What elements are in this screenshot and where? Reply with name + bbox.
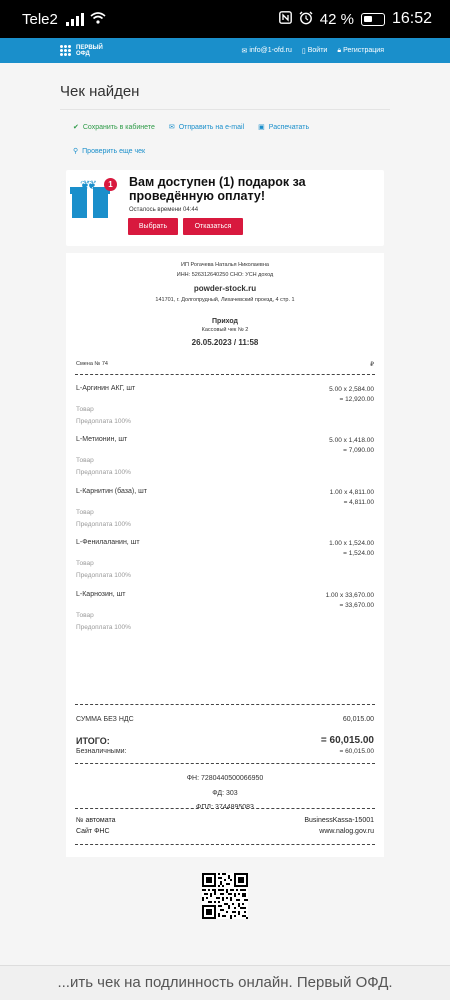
cashless-label: Безналичными:	[76, 748, 127, 755]
logo-text-line2: ОФД	[76, 50, 90, 57]
site-header	[0, 38, 450, 63]
divider	[60, 109, 390, 110]
seller-site: powder-stock.ru	[193, 284, 257, 293]
signal-icon	[66, 13, 84, 26]
qr-code	[202, 873, 248, 919]
clock: 16:52	[391, 10, 432, 27]
logo-icon	[60, 45, 72, 57]
fd-number: ФД: 303	[212, 790, 238, 797]
cashless-value: = 60,015.00	[339, 748, 374, 755]
dashed-divider	[75, 763, 375, 764]
fns-site-link[interactable]: www.nalog.gov.ru	[319, 828, 374, 835]
send-email-button[interactable]: ✉ Отправить на e-mail	[168, 123, 245, 131]
check-another-button[interactable]: ⚲ Проверить еще чек	[73, 147, 146, 155]
seller-address: 141701, г. Долгопрудный, Лихачевский проезд, 4 стр. 1	[155, 297, 295, 303]
print-button[interactable]: ▣ Распечатать	[258, 123, 310, 131]
currency-sign: ₽	[370, 362, 374, 368]
page-title: Чек найден	[60, 83, 140, 100]
sum-no-vat-label: СУММА БЕЗ НДС	[76, 716, 134, 723]
mail-icon: ✉	[241, 47, 248, 55]
receipt-footer	[66, 808, 384, 856]
alarm-icon	[299, 11, 313, 28]
login-icon: ▯	[301, 47, 306, 55]
logo-text-line1: ПЕРВЫЙ	[76, 44, 103, 51]
browser-bottom-bar: ...ить чек на подлинность онлайн. Первый ОФД.	[0, 965, 450, 1000]
status-bar	[0, 0, 450, 38]
promo-timer: Осталось времени 04:44	[129, 207, 199, 213]
carrier-name: Tele2	[22, 10, 58, 28]
battery-icon	[361, 13, 385, 26]
check-icon: ✔	[73, 124, 79, 131]
page-content	[0, 63, 450, 965]
total-label: ИТОГО:	[76, 736, 110, 746]
receipt-datetime: 26.05.2023 / 11:58	[191, 338, 259, 347]
receipt-actions	[73, 123, 383, 155]
dashed-divider	[75, 704, 375, 705]
seller-inn: ИНН: 526312640250 СНО: УСН доход	[176, 272, 274, 278]
battery-percent: 42 %	[319, 10, 354, 28]
receipt-item: L-Аргинин АКГ, шт 5.00 x 2,584.00 = 12,920.00 Товар Предоплата 100%	[76, 385, 374, 425]
receipt-item: L-Метионин, шт 5.00 x 1,418.00 = 7,090.00 Товар Предоплата 100%	[76, 436, 374, 476]
gift-count-badge: 1	[104, 178, 117, 191]
nfc-icon	[279, 11, 292, 27]
dashed-divider	[75, 808, 375, 809]
decline-gift-button[interactable]: Отказаться	[183, 218, 243, 235]
printer-icon: ▣	[258, 124, 265, 131]
sum-no-vat-value: 60,015.00	[342, 716, 374, 723]
login-link[interactable]: ▯ Войти	[301, 47, 328, 55]
promo-title: Вам доступен (1) подарок за проведённую оплату!	[129, 175, 306, 203]
operation-type: Приход	[212, 318, 238, 325]
register-link[interactable]: 🔒︎ Регистрация	[337, 46, 384, 54]
wifi-icon	[90, 11, 106, 27]
gift-promo-banner	[66, 170, 384, 246]
dashed-divider	[75, 374, 375, 375]
fn-number: ФН: 7280440500066950	[186, 775, 264, 782]
receipt-item: L-Карнозин, шт 1.00 x 33,670.00 = 33,670.00 Товар Предоплата 100%	[76, 591, 374, 631]
seller-name: ИП Рогачева Наталья Николаевна	[181, 262, 269, 268]
machine-label: № автомата	[76, 817, 116, 824]
search-icon: ⚲	[73, 148, 79, 155]
receipt-item: L-Фенилаланин, шт 1.00 x 1,524.00 = 1,524.00 Товар Предоплата 100%	[76, 539, 374, 579]
dashed-divider	[75, 844, 375, 845]
receipt-number: Кассовый чек № 2	[201, 327, 249, 333]
choose-gift-button[interactable]: Выбрать	[128, 218, 178, 235]
gift-icon: ❦❦ 1	[72, 178, 114, 220]
mail-icon: ✉	[168, 124, 175, 131]
machine-value: BusinessKassa-15001	[304, 817, 374, 824]
receipt	[66, 253, 384, 857]
email-link[interactable]: ✉ info@1-ofd.ru	[241, 47, 292, 55]
receipt-item: L-Карнитин (база), шт 1.00 x 4,811.00 = 4,811.00 Товар Предоплата 100%	[76, 488, 374, 528]
lock-icon: 🔒︎	[337, 46, 342, 54]
fns-site-label: Сайт ФНС	[76, 828, 110, 835]
shift-number: Смена № 74	[76, 361, 108, 367]
total-value: = 60,015.00	[320, 735, 374, 746]
first-ofd-logo[interactable]	[60, 45, 103, 57]
save-to-cabinet-button[interactable]: ✔ Сохранить в кабинете	[73, 123, 155, 131]
